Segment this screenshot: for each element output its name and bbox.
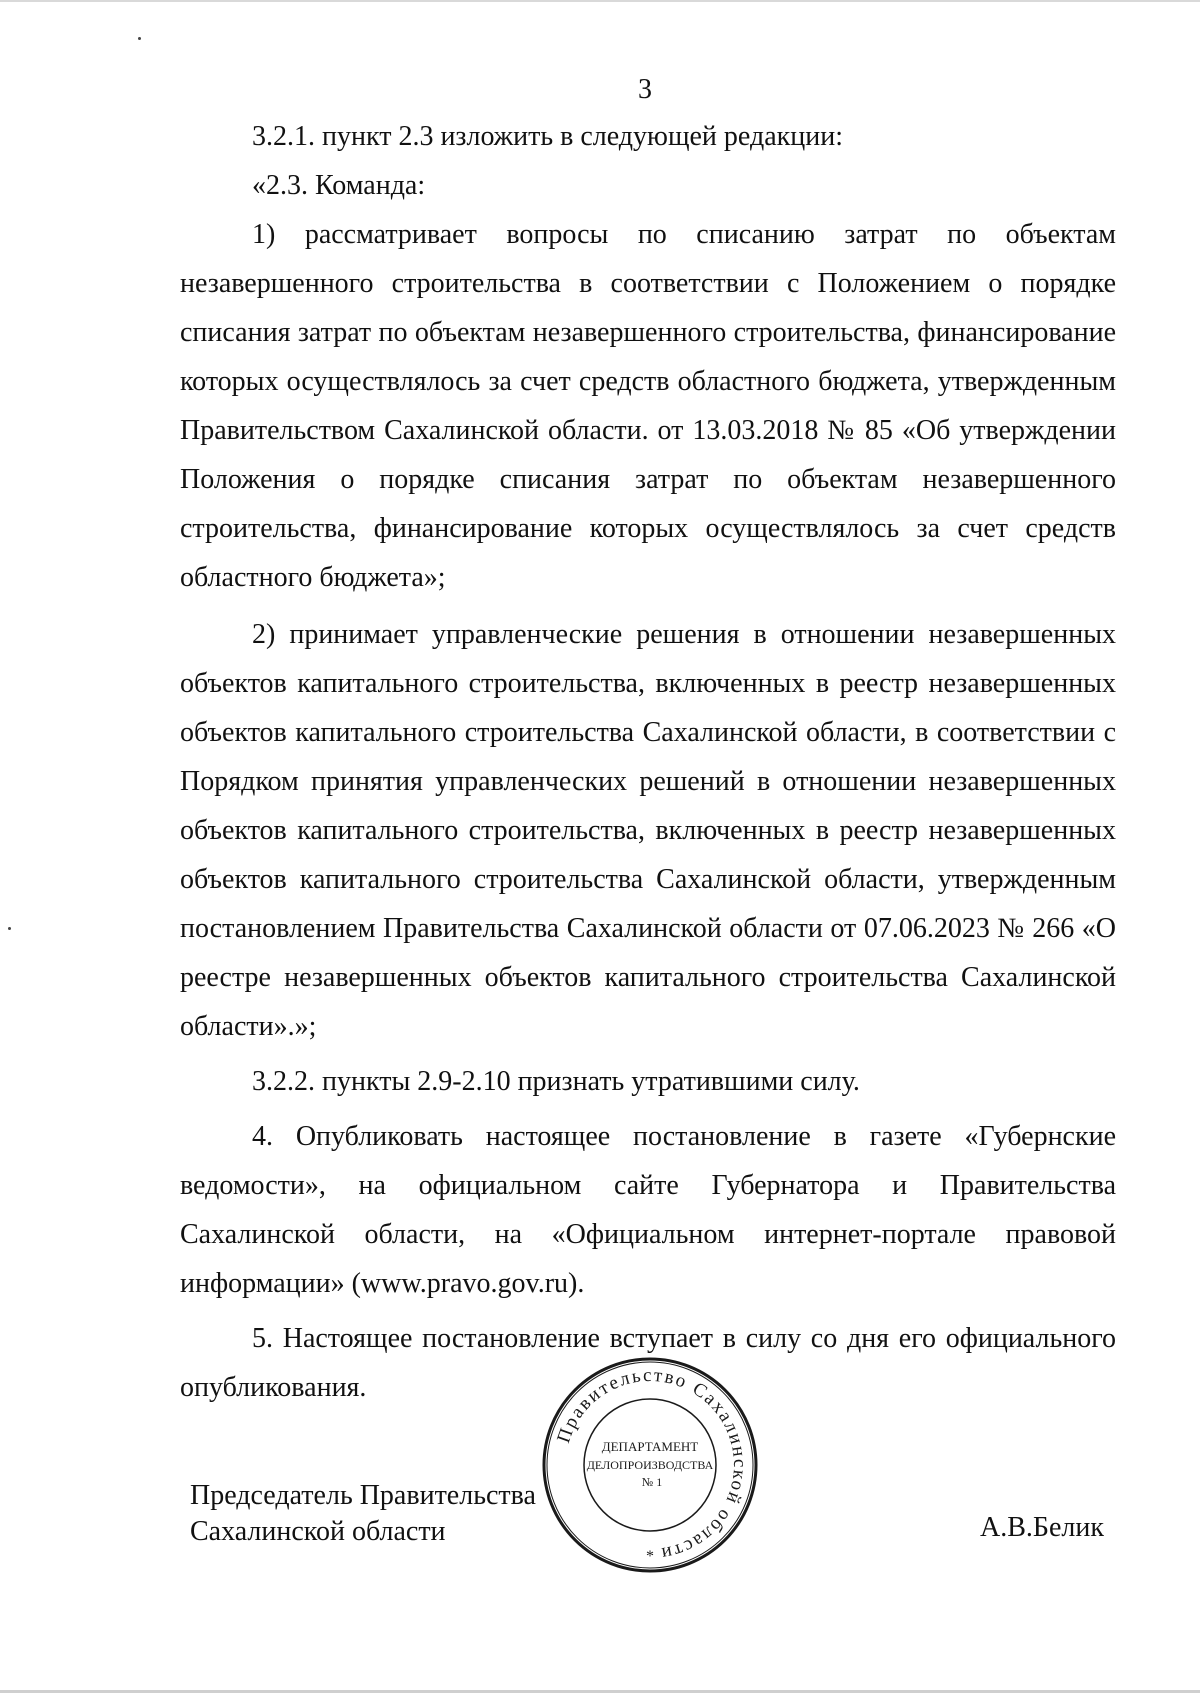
scan-edge-bottom [0, 1690, 1200, 1693]
paragraph-3-2-1: 3.2.1. пункт 2.3 изложить в следующей редакции: [252, 121, 843, 152]
stamp-outer-textpath: Правительство Сахалинской области [553, 1364, 751, 1565]
signer-title-line1: Председатель Правительства [190, 1480, 536, 1511]
paragraph-item-1: 1) рассматривает вопросы по списанию затрат по объектам незавершенного строительства в соответствии с Положением о порядке списания затрат по объектам незавершенного строительства, финансирование которых осуществлялось за счет средств областного бюджета, утвержденным Правительством Сахалинской области. от 13.03.2018 № 85 «Об утверждении Положения о порядке списания затрат по объектам незавершенного строительства, финансирование которых осуществлялось за счет средств областного бюджета»; [180, 219, 1116, 593]
scan-edge-top [0, 0, 1200, 2]
paragraph-2-3-heading: «2.3. Команда: [252, 170, 426, 201]
paragraph-4: 4. Опубликовать настоящее постановление в газете «Губернские ведомости», на официальном сайте Губернатора и Правительства Сахалинской области, на «Официальном интернет-портале правовой информации» (www.pravo.gov.ru). [180, 1121, 1116, 1299]
stamp-inner-line3: № 1 [641, 1475, 663, 1489]
signer-name: А.В.Белик [980, 1512, 1104, 1543]
official-stamp [540, 1355, 760, 1575]
stamp-inner-line2: ДЕЛОПРОИЗВОДСТВА [586, 1458, 714, 1472]
signer-title [190, 1478, 536, 1550]
stamp-star-icon: * [646, 1548, 654, 1565]
paragraph-item-2: 2) принимает управленческие решения в отношении незавершенных объектов капитального строительства, включенных в реестр незавершенных объектов капитального строительства Сахалинской области, в соответствии с Порядком принятия управленческих решений в отношении незавершенных объектов капитального строительства, включенных в реестр незавершенных объектов капитального строительства Сахалинской области, утвержденным постановлением Правительства Сахалинской области от 07.06.2023 № 266 «О реестре незавершенных объектов капитального строительства Сахалинской области».»; [180, 619, 1116, 1042]
signer-title-line2: Сахалинской области [190, 1516, 446, 1547]
scan-speck [138, 37, 141, 40]
paragraph-5: 5. Настоящее постановление вступает в силу со дня его официального опубликования. [180, 1323, 1116, 1403]
scan-speck [8, 927, 11, 930]
paragraph-3-2-2: 3.2.2. пункты 2.9-2.10 признать утратившими силу. [252, 1066, 860, 1097]
stamp-inner-line1: ДЕПАРТАМЕНТ [601, 1439, 699, 1454]
document-body [180, 112, 1116, 1412]
page-number: 3 [638, 74, 652, 105]
